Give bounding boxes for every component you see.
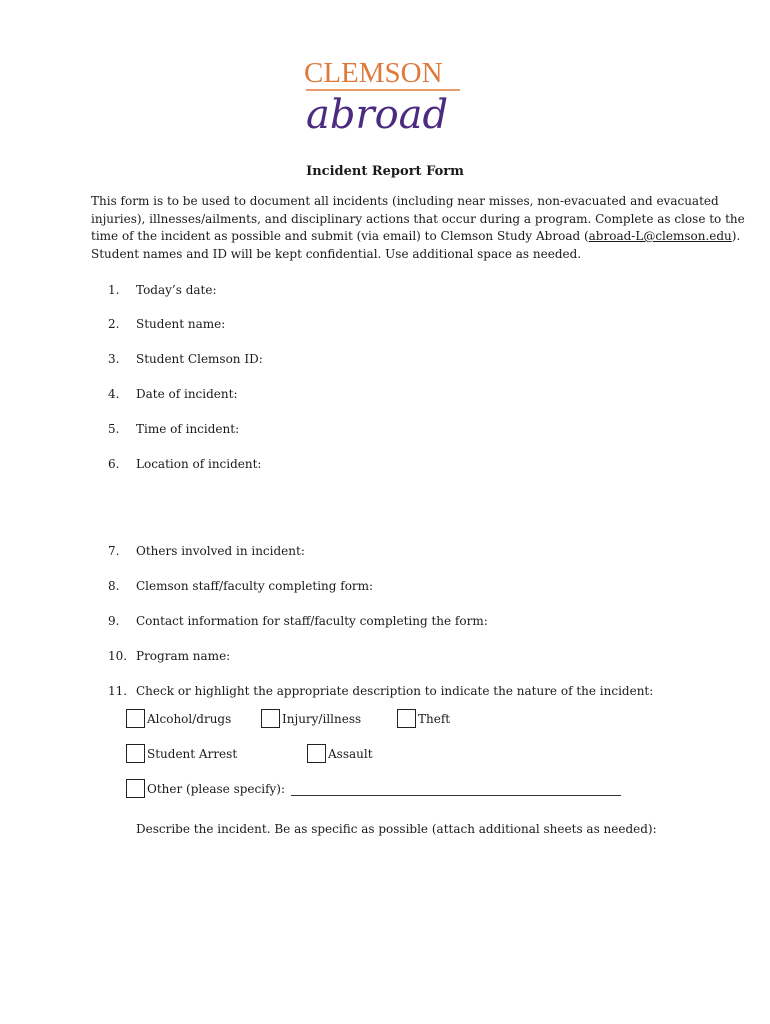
question-label: Check or highlight the appropriate description to indicate the nature of the incident: [136,684,654,698]
question-1 [108,283,217,297]
question-2 [108,317,225,331]
question-4 [108,387,238,401]
question-label: Student name: [136,317,226,331]
option-injury-illness[interactable] [261,709,361,726]
question-number: 2. [108,317,120,331]
question-number: 5. [108,422,120,436]
option-student-arrest[interactable] [126,744,237,761]
checkbox[interactable] [307,744,326,763]
clemson-abroad-logo [302,56,472,138]
option-alcohol-drugs[interactable] [126,709,231,726]
question-label: Student Clemson ID: [136,352,263,366]
question-number: 9. [108,614,120,628]
other-specify-field[interactable] [291,785,621,796]
question-number: 6. [108,457,120,471]
question-number: 8. [108,579,120,593]
question-number: 3. [108,352,120,366]
intro-line-3-pre: time of the incident as possible and submit (via email) to Clemson Study Abroad ( [91,229,589,243]
question-5 [108,422,239,436]
question-6 [108,457,261,471]
question-11 [108,684,653,698]
question-7 [108,544,305,558]
logo-clemson-text: CLEMSON [304,57,443,89]
option-label: Assault [328,747,373,761]
intro-line-3 [91,228,741,246]
option-label: Student Arrest [147,747,238,761]
question-10 [108,649,230,663]
email-link[interactable]: abroad-L@clemson.edu [588,229,732,243]
intro-line-1: This form is to be used to document all incidents (including near misses, non-evacuated and evacuated [91,194,719,208]
checkbox[interactable] [126,779,145,798]
option-other[interactable] [126,779,621,796]
page-title: Incident Report Form [306,164,464,179]
question-number: 4. [108,387,120,401]
question-number: 11. [108,684,128,698]
question-label: Time of incident: [136,422,240,436]
option-label: Theft [418,712,451,726]
question-label: Contact information for staff/faculty completing the form: [136,614,488,628]
question-number: 10. [108,649,128,663]
option-label: Injury/illness [282,712,362,726]
intro-paragraph [91,193,745,263]
question-9 [108,614,488,628]
checkbox[interactable] [126,709,145,728]
checkbox[interactable] [126,744,145,763]
intro-line-2: injuries), illnesses/ailments, and disciplinary actions that occur during a program. Complete as close to the [91,211,745,226]
question-number: 7. [108,544,120,558]
logo-abroad-text: abroad [306,92,449,138]
question-3 [108,352,263,366]
question-label: Location of incident: [136,457,262,471]
question-label: Date of incident: [136,387,238,401]
question-label: Program name: [136,649,231,663]
checkbox[interactable] [397,709,416,728]
question-label: Others involved in incident: [136,544,305,558]
option-label: Other (please specify): [147,782,286,796]
question-8 [108,579,373,593]
checkbox[interactable] [261,709,280,728]
question-label: Today’s date: [136,283,217,297]
intro-line-3-post: ). [731,229,741,243]
question-number: 1. [108,283,120,297]
intro-line-4: Student names and ID will be kept confidential. Use additional space as needed. [91,246,582,261]
option-theft[interactable] [397,709,450,726]
question-label: Clemson staff/faculty completing form: [136,579,374,593]
describe-incident-label: Describe the incident. Be as specific as possible (attach additional sheets as needed): [136,822,657,836]
option-label: Alcohol/drugs [147,712,232,726]
option-assault[interactable] [307,744,373,761]
